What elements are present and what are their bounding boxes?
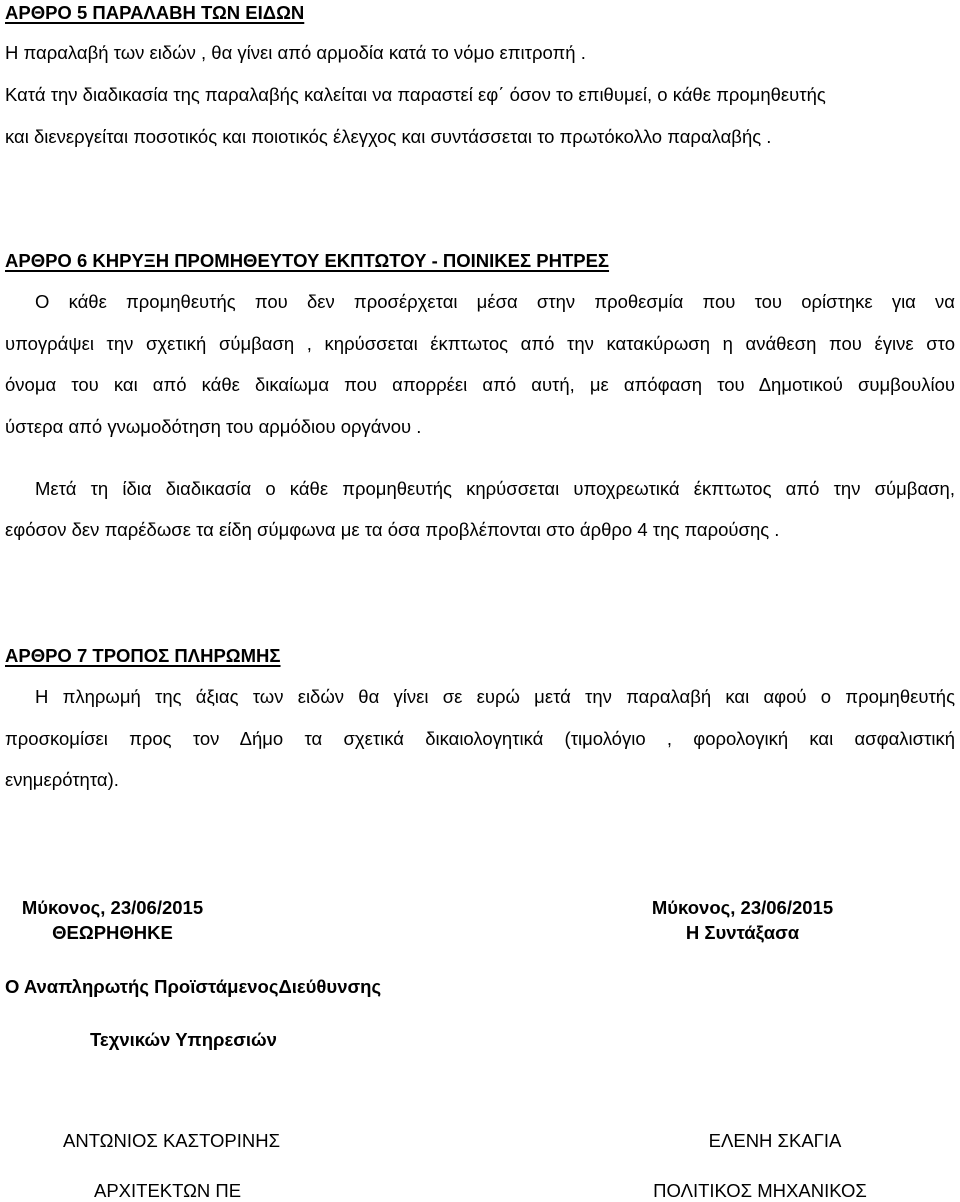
article7-line-1: Η πληρωμή της άξιας των ειδών θα γίνει σε ευρώ μετά την παραλαβή και αφού ο προμηθευτής [35,686,955,707]
article7-line-2: προσκομίσει προς τον Δήμο τα σχετικά δικαιολογητικά (τιμολόγιο , φορολογική και ασφαλιστική [5,728,955,749]
right-signatory-name: ΕΛΕΝΗ ΣΚΑΓΙΑ [708,1130,842,1151]
left-signatory-title: ΑΡΧΙΤΕΚΤΩΝ ΠΕ [94,1180,242,1201]
right-signatory-title: ΠΟΛΙΤΙΚΟΣ ΜΗΧΑΝΙΚΟΣ [653,1180,867,1201]
left-signature-label: ΘΕΩΡΗΘΗΚΕ [52,922,173,943]
left-role-line-2: Τεχνικών Υπηρεσιών [90,1029,277,1050]
article6-para1-line-3: όνομα του και από κάθε δικαίωμα που απορρέει από αυτή, με απόφαση του Δημοτικού συμβουλίου [5,374,955,395]
left-role-line-1: Ο Αναπληρωτής ΠροϊστάμενοςΔιεύθυνσης [5,976,382,997]
article6-heading: ΑΡΘΡΟ 6 ΚΗΡΥΞΗ ΠΡΟΜΗΘΕΥΤΟΥ ΕΚΠΤΩΤΟΥ - ΠΟΙΝΙΚΕΣ ΡΗΤΡΕΣ [5,250,610,271]
article7-line-3: ενημερότητα). [5,769,119,790]
article5-line-1: Η παραλαβή των ειδών , θα γίνει από αρμοδία κατά το νόμο επιτροπή . [5,42,586,63]
article6-para2-line-2: εφόσον δεν παρέδωσε τα είδη σύμφωνα με τα όσα προβλέπονται στο άρθρο 4 της παρούσης . [5,519,780,540]
article5-heading: ΑΡΘΡΟ 5 ΠΑΡΑΛΑΒΗ ΤΩΝ ΕΙΔΩΝ [5,2,305,23]
left-signatory-name: ΑΝΤΩΝΙΟΣ ΚΑΣΤΟΡΙΝΗΣ [63,1130,281,1151]
article7-heading: ΑΡΘΡΟ 7 ΤΡΟΠΟΣ ΠΛΗΡΩΜΗΣ [5,645,281,666]
left-place-date: Μύκονος, 23/06/2015 [21,897,204,918]
article5-line-3: και διενεργείται ποσοτικός και ποιοτικός έλεγχος και συντάσσεται το πρωτόκολλο παραλαβής . [5,126,772,147]
article5-line-2: Κατά την διαδικασία της παραλαβής καλείται να παραστεί εφ΄ όσον το επιθυμεί, ο κάθε προμηθευτής [5,84,826,105]
article6-para2-line-1: Μετά τη ίδια διαδικασία ο κάθε προμηθευτής κηρύσσεται υποχρεωτικά έκπτωτος από την σύμβαση, [35,478,955,499]
article6-para1-line-4: ύστερα από γνωμοδότηση του αρμόδιου οργάνου . [5,416,422,437]
article6-para1-line-2: υπογράψει την σχετική σύμβαση , κηρύσσεται έκπτωτος από την κατακύρωση η ανάθεση που έγινε στο [5,333,955,354]
article6-para1-line-1: Ο κάθε προμηθευτής που δεν προσέρχεται μέσα στην προθεσμία που του ορίστηκε για να [35,291,955,312]
right-signature-label: Η Συντάξασα [685,922,800,943]
right-place-date: Μύκονος, 23/06/2015 [651,897,834,918]
